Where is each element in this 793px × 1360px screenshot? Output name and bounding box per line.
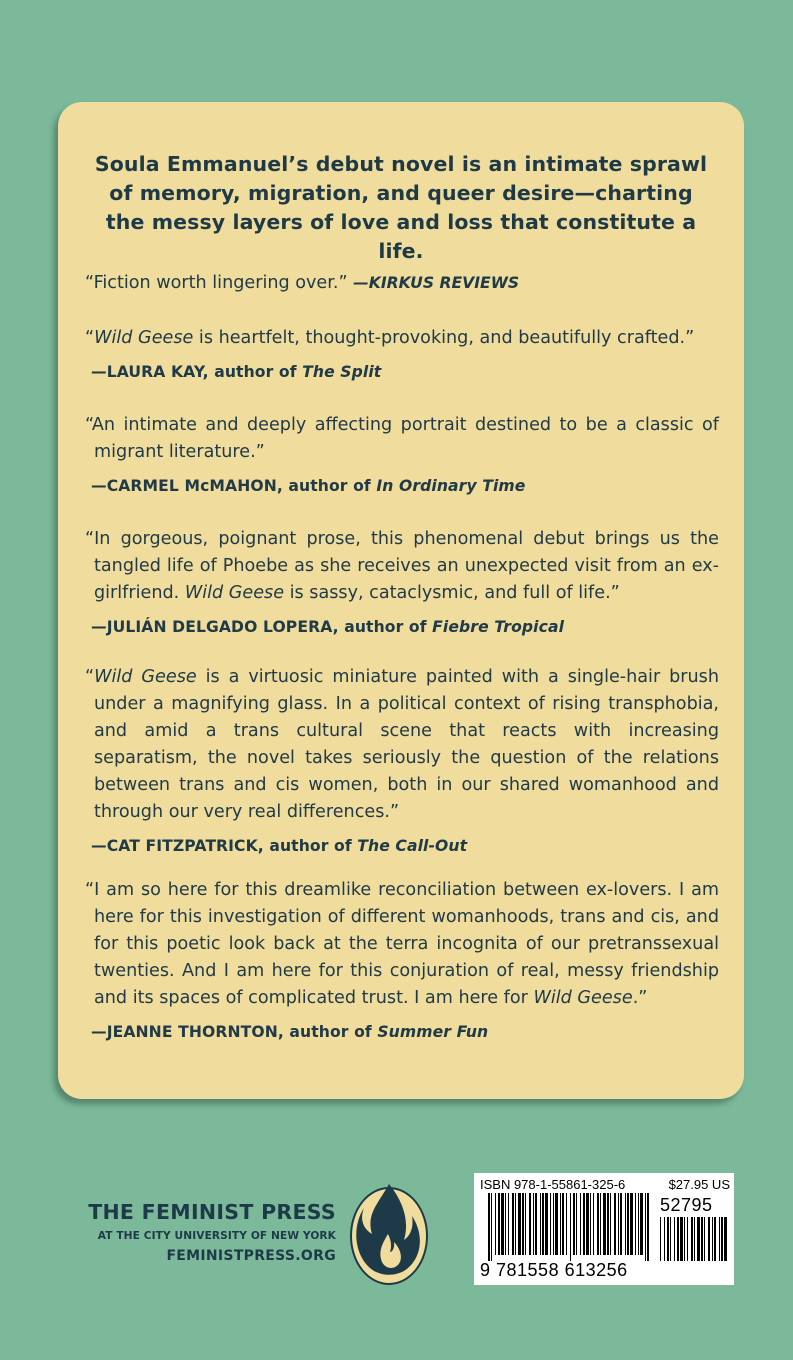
barcode-bar bbox=[590, 1193, 591, 1255]
review-quote-1 bbox=[85, 270, 719, 297]
barcode-bar bbox=[533, 1193, 534, 1255]
barcode-bar bbox=[603, 1193, 606, 1255]
barcode-bar bbox=[560, 1193, 561, 1255]
price-bar bbox=[694, 1217, 695, 1261]
barcode-bar bbox=[570, 1193, 571, 1261]
barcode-bar bbox=[518, 1193, 521, 1255]
review-quote-3 bbox=[85, 412, 719, 500]
barcode-bar bbox=[627, 1193, 629, 1255]
price-bar bbox=[670, 1217, 671, 1261]
barcode-bar bbox=[647, 1193, 649, 1261]
quote-attribution: —CAT FITZPATRICK, author of The Call-Out bbox=[91, 837, 468, 855]
quote-text: “An intimate and deeply affecting portrait destined to be a classic of migrant literature.” bbox=[85, 415, 719, 462]
publisher-name: THE FEMINIST PRESS bbox=[88, 1200, 336, 1224]
quote-text: “Wild Geese is a virtuosic miniature painted with a single-hair brush under a magnifying glass. In a political context of rising transphobia, and amid a trans cultural scene that reacts with increasing separatism, the novel takes seriously the question of the relations between trans and cis women, both in our shared womanhood and through our very real differences.” bbox=[85, 667, 719, 822]
quote-attribution: —JEANNE THORNTON, author of Summer Fun bbox=[91, 1023, 489, 1041]
barcode-bar bbox=[576, 1193, 577, 1255]
barcode-bar bbox=[645, 1193, 646, 1261]
quote-attribution: —KIRKUS REVIEWS bbox=[353, 274, 520, 292]
price-bar bbox=[704, 1217, 705, 1261]
barcode-bar bbox=[583, 1193, 585, 1255]
price-bar bbox=[708, 1217, 710, 1261]
price-bar bbox=[664, 1217, 665, 1261]
barcode-bar bbox=[638, 1193, 639, 1255]
barcode-bar bbox=[593, 1193, 594, 1255]
price-bar bbox=[721, 1217, 723, 1261]
price-bar bbox=[701, 1217, 703, 1261]
price-bar bbox=[714, 1217, 716, 1261]
price-bar bbox=[667, 1217, 669, 1261]
barcode-bar bbox=[522, 1193, 524, 1255]
price-bar bbox=[687, 1217, 688, 1261]
publisher-url: FEMINISTPRESS.ORG bbox=[166, 1248, 336, 1264]
price-bar bbox=[660, 1217, 661, 1261]
barcode-bar bbox=[498, 1193, 500, 1255]
barcode-digits: 9 781558 613256 bbox=[480, 1260, 628, 1280]
review-quote-2 bbox=[85, 325, 719, 386]
publisher-affiliation: AT THE CITY UNIVERSITY OF NEW YORK bbox=[97, 1230, 336, 1242]
price-bar bbox=[677, 1217, 679, 1261]
price-bar bbox=[724, 1217, 727, 1261]
barcode-bar bbox=[491, 1193, 492, 1261]
price-bar bbox=[674, 1217, 675, 1261]
barcode-bar bbox=[580, 1193, 581, 1255]
price-bar bbox=[691, 1217, 693, 1261]
quote-text: “I am so here for this dreamlike reconciliation between ex-lovers. I am here for this investigation of different womanhoods, trans and cis, and for this poetic look back at the terra incognita of our pretranssexual twenties. And I am here for this conjuration of real, messy friendship and its spaces of complicated trust. I am here for Wild Geese.” bbox=[85, 880, 719, 1008]
isbn-barcode bbox=[474, 1173, 734, 1285]
flame-logo-icon bbox=[348, 1176, 430, 1286]
barcode-bar bbox=[540, 1193, 541, 1255]
quote-text: “Wild Geese is heartfelt, thought-provoking, and beautifully crafted.” bbox=[85, 328, 695, 348]
price-bar bbox=[680, 1217, 683, 1261]
price-bar bbox=[684, 1217, 685, 1261]
barcode-bar bbox=[545, 1193, 548, 1255]
quote-attribution: —JULIÁN DELGADO LOPERA, author of Fiebre Tropical bbox=[91, 618, 565, 636]
barcode-bar bbox=[488, 1193, 490, 1261]
barcode-bar bbox=[529, 1193, 531, 1255]
barcode-bar bbox=[553, 1193, 554, 1255]
review-quote-5 bbox=[85, 664, 719, 860]
barcode-bar bbox=[586, 1193, 589, 1255]
price-code: 52795 bbox=[660, 1195, 713, 1215]
barcode-bar bbox=[618, 1193, 619, 1255]
barcode-bar bbox=[525, 1193, 526, 1255]
review-quote-4 bbox=[85, 526, 719, 641]
barcode-bar bbox=[600, 1193, 601, 1255]
barcode-bar bbox=[550, 1193, 551, 1255]
barcode-bar bbox=[562, 1193, 564, 1255]
barcode-bar bbox=[620, 1193, 622, 1255]
quote-text: “In gorgeous, poignant prose, this phenomenal debut brings us the tangled life of Phoebe as she receives an unexpected visit from an ex-girlfriend. Wild Geese is sassy, cataclysmic, and full of life.” bbox=[85, 529, 719, 603]
publisher-block bbox=[44, 1200, 336, 1264]
price-bar bbox=[719, 1217, 720, 1261]
barcode-bar bbox=[625, 1193, 626, 1255]
barcode-bar bbox=[597, 1193, 599, 1255]
barcode-bar bbox=[515, 1193, 516, 1255]
isbn-label: ISBN 978-1-55861-325-6 bbox=[480, 1177, 626, 1192]
quote-attribution: —CARMEL McMAHON, author of In Ordinary Time bbox=[91, 477, 526, 495]
quote-text: “Fiction worth lingering over.” bbox=[85, 273, 348, 293]
barcode-bar bbox=[614, 1193, 616, 1255]
barcode-bar bbox=[505, 1193, 506, 1255]
barcode-bar bbox=[508, 1193, 509, 1255]
review-quote-6 bbox=[85, 877, 719, 1046]
barcode-bar bbox=[640, 1193, 643, 1255]
blurb-panel bbox=[58, 102, 744, 1099]
barcode-bar bbox=[566, 1193, 567, 1255]
book-description: Soula Emmanuel’s debut novel is an intimate sprawl of memory, migration, and queer desire—charting the messy layers of love and loss that constitute a life. bbox=[94, 152, 708, 263]
barcode-bar bbox=[610, 1193, 611, 1255]
barcode-bar bbox=[495, 1193, 496, 1255]
barcode-bar bbox=[555, 1193, 558, 1255]
barcode-bar bbox=[573, 1193, 575, 1255]
barcode-bar bbox=[607, 1193, 609, 1255]
barcode-bar bbox=[535, 1193, 537, 1255]
price-bar bbox=[697, 1217, 700, 1261]
quote-attribution: —LAURA KAY, author of The Split bbox=[91, 363, 382, 381]
barcode-bar bbox=[630, 1193, 633, 1255]
barcode-bar bbox=[512, 1193, 514, 1255]
price-label: $27.95 US bbox=[668, 1177, 730, 1192]
barcode-bar bbox=[542, 1193, 544, 1255]
isbn-line bbox=[480, 1177, 730, 1192]
barcode-bar bbox=[501, 1193, 504, 1255]
barcode-bar bbox=[635, 1193, 636, 1255]
price-bar bbox=[712, 1217, 713, 1261]
